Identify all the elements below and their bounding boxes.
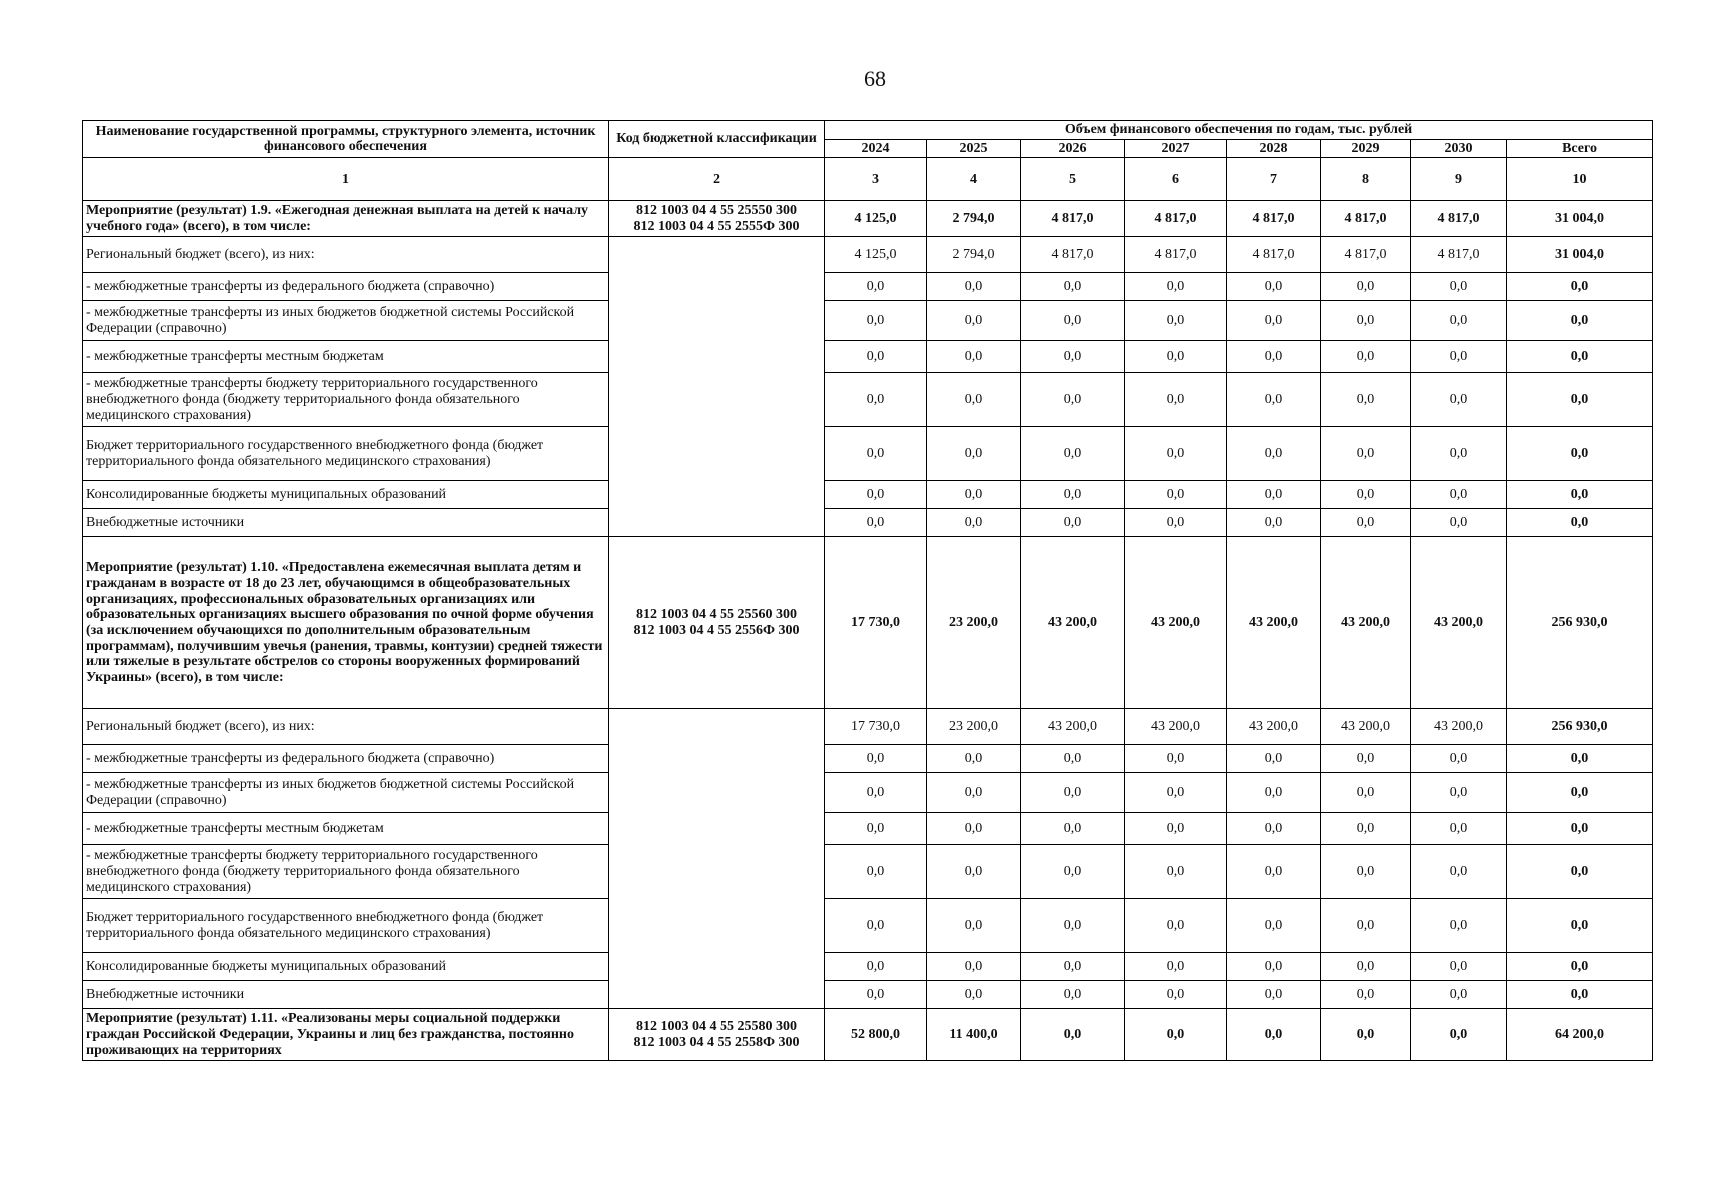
value-cell: 0,0 bbox=[825, 773, 927, 813]
value-cell: 4 125,0 bbox=[825, 201, 927, 237]
value-cell: 0,0 bbox=[927, 341, 1021, 373]
budget-code-line: 812 1003 04 4 55 25580 300 bbox=[636, 1019, 797, 1035]
total-cell: 256 930,0 bbox=[1507, 537, 1653, 709]
value-cell: 0,0 bbox=[1411, 813, 1507, 845]
budget-code bbox=[609, 1009, 825, 1061]
value-cell: 11 400,0 bbox=[927, 1009, 1021, 1061]
value-cell: 17 730,0 bbox=[825, 537, 927, 709]
value-cell: 0,0 bbox=[1021, 745, 1125, 773]
budget-code-line: 812 1003 04 4 55 2555Ф 300 bbox=[633, 218, 800, 234]
value-cell: 0,0 bbox=[927, 273, 1021, 301]
value-cell: 0,0 bbox=[1321, 953, 1411, 981]
value-cell: 0,0 bbox=[1227, 899, 1321, 953]
value-cell: 0,0 bbox=[825, 509, 927, 537]
table-row-source bbox=[83, 899, 1653, 953]
value-cell: 0,0 bbox=[1321, 1009, 1411, 1061]
value-cell: 0,0 bbox=[1411, 981, 1507, 1009]
value-cell: 0,0 bbox=[1321, 341, 1411, 373]
value-cell: 4 817,0 bbox=[1021, 237, 1125, 273]
value-cell: 43 200,0 bbox=[1227, 709, 1321, 745]
value-cell: 0,0 bbox=[1227, 341, 1321, 373]
value-cell: 0,0 bbox=[1411, 341, 1507, 373]
index-row bbox=[83, 158, 1653, 201]
value-cell: 0,0 bbox=[1125, 953, 1227, 981]
total-cell: 0,0 bbox=[1507, 481, 1653, 509]
measure-title: Мероприятие (результат) 1.9. «Ежегодная денежная выплата на детей к началу учебного года» (всего), в том числе: bbox=[83, 201, 609, 237]
value-cell: 4 817,0 bbox=[1321, 201, 1411, 237]
value-cell: 43 200,0 bbox=[1021, 709, 1125, 745]
value-cell: 0,0 bbox=[1227, 773, 1321, 813]
table-row-source bbox=[83, 773, 1653, 813]
total-cell: 0,0 bbox=[1507, 845, 1653, 899]
value-cell: 0,0 bbox=[1321, 981, 1411, 1009]
source-label: - межбюджетные трансферты местным бюджетам bbox=[83, 813, 609, 845]
value-cell: 0,0 bbox=[1227, 509, 1321, 537]
value-cell: 0,0 bbox=[1321, 273, 1411, 301]
value-cell: 0,0 bbox=[1411, 273, 1507, 301]
value-cell: 4 817,0 bbox=[1321, 237, 1411, 273]
total-cell: 0,0 bbox=[1507, 373, 1653, 427]
value-cell: 43 200,0 bbox=[1021, 537, 1125, 709]
value-cell: 0,0 bbox=[1411, 899, 1507, 953]
budget-code bbox=[609, 201, 825, 237]
source-label: Региональный бюджет (всего), из них: bbox=[83, 709, 609, 745]
index-cell: 7 bbox=[1227, 158, 1321, 201]
table-row-measure bbox=[83, 201, 1653, 237]
value-cell: 0,0 bbox=[825, 273, 927, 301]
total-cell: 0,0 bbox=[1507, 509, 1653, 537]
value-cell: 4 817,0 bbox=[1227, 201, 1321, 237]
source-label: Консолидированные бюджеты муниципальных образований bbox=[83, 481, 609, 509]
table-row-source bbox=[83, 237, 1653, 273]
source-label: Региональный бюджет (всего), из них: bbox=[83, 237, 609, 273]
value-cell: 0,0 bbox=[1227, 845, 1321, 899]
value-cell: 0,0 bbox=[825, 427, 927, 481]
total-cell: 64 200,0 bbox=[1507, 1009, 1653, 1061]
index-cell: 2 bbox=[609, 158, 825, 201]
table-row-source bbox=[83, 509, 1653, 537]
budget-code-line: 812 1003 04 4 55 25550 300 bbox=[636, 203, 797, 219]
budget-code-empty bbox=[609, 237, 825, 537]
value-cell: 0,0 bbox=[1411, 427, 1507, 481]
index-cell: 4 bbox=[927, 158, 1021, 201]
budget-code-line: 812 1003 04 4 55 2556Ф 300 bbox=[633, 622, 800, 638]
budget-code-line: 812 1003 04 4 55 2558Ф 300 bbox=[633, 1034, 800, 1050]
value-cell: 0,0 bbox=[1021, 481, 1125, 509]
index-cell: 8 bbox=[1321, 158, 1411, 201]
source-label: - межбюджетные трансферты из федерального бюджета (справочно) bbox=[83, 745, 609, 773]
value-cell: 0,0 bbox=[1021, 981, 1125, 1009]
value-cell: 43 200,0 bbox=[1321, 537, 1411, 709]
value-cell: 0,0 bbox=[1125, 341, 1227, 373]
value-cell: 0,0 bbox=[1411, 745, 1507, 773]
value-cell: 0,0 bbox=[927, 427, 1021, 481]
value-cell: 2 794,0 bbox=[927, 237, 1021, 273]
value-cell: 0,0 bbox=[825, 373, 927, 427]
source-label: Бюджет территориального государственного внебюджетного фонда (бюджет территориального фонда обязательного медицинского страхования) bbox=[83, 427, 609, 481]
value-cell: 43 200,0 bbox=[1411, 537, 1507, 709]
value-cell: 0,0 bbox=[1125, 481, 1227, 509]
page-number: 68 bbox=[864, 66, 886, 91]
value-cell: 0,0 bbox=[927, 773, 1021, 813]
value-cell: 0,0 bbox=[1125, 981, 1227, 1009]
value-cell: 0,0 bbox=[1411, 845, 1507, 899]
value-cell: 0,0 bbox=[1021, 373, 1125, 427]
value-cell: 0,0 bbox=[1321, 373, 1411, 427]
value-cell: 0,0 bbox=[1411, 773, 1507, 813]
value-cell: 0,0 bbox=[1021, 341, 1125, 373]
value-cell: 0,0 bbox=[927, 953, 1021, 981]
value-cell: 0,0 bbox=[1125, 813, 1227, 845]
value-cell: 0,0 bbox=[825, 341, 927, 373]
value-cell: 0,0 bbox=[1125, 273, 1227, 301]
value-cell: 0,0 bbox=[1411, 481, 1507, 509]
table-row-source bbox=[83, 745, 1653, 773]
total-cell: 0,0 bbox=[1507, 953, 1653, 981]
value-cell: 4 817,0 bbox=[1125, 201, 1227, 237]
source-label: Консолидированные бюджеты муниципальных образований bbox=[83, 953, 609, 981]
value-cell: 0,0 bbox=[1321, 745, 1411, 773]
value-cell: 0,0 bbox=[1411, 1009, 1507, 1061]
value-cell: 2 794,0 bbox=[927, 201, 1021, 237]
value-cell: 0,0 bbox=[1021, 273, 1125, 301]
value-cell: 43 200,0 bbox=[1125, 537, 1227, 709]
total-cell: 0,0 bbox=[1507, 899, 1653, 953]
total-cell: 0,0 bbox=[1507, 301, 1653, 341]
value-cell: 0,0 bbox=[825, 301, 927, 341]
value-cell: 0,0 bbox=[1021, 773, 1125, 813]
value-cell: 0,0 bbox=[1125, 899, 1227, 953]
table-row-source bbox=[83, 273, 1653, 301]
value-cell: 0,0 bbox=[927, 481, 1021, 509]
value-cell: 0,0 bbox=[1021, 1009, 1125, 1061]
value-cell: 0,0 bbox=[825, 481, 927, 509]
source-label: Внебюджетные источники bbox=[83, 981, 609, 1009]
header-code: Код бюджетной классификации bbox=[609, 121, 825, 158]
value-cell: 43 200,0 bbox=[1125, 709, 1227, 745]
value-cell: 0,0 bbox=[1125, 773, 1227, 813]
index-cell: 10 bbox=[1507, 158, 1653, 201]
value-cell: 0,0 bbox=[1125, 509, 1227, 537]
budget-code-line: 812 1003 04 4 55 25560 300 bbox=[636, 607, 797, 623]
header-name: Наименование государственной программы, структурного элемента, источник финансового обеспечения bbox=[83, 121, 609, 158]
value-cell: 0,0 bbox=[1227, 813, 1321, 845]
table-row-measure bbox=[83, 1009, 1653, 1061]
source-label: - межбюджетные трансферты из федерального бюджета (справочно) bbox=[83, 273, 609, 301]
header-year: 2030 bbox=[1411, 139, 1507, 158]
total-cell: 31 004,0 bbox=[1507, 201, 1653, 237]
value-cell: 0,0 bbox=[1125, 745, 1227, 773]
table-row-source bbox=[83, 981, 1653, 1009]
value-cell: 0,0 bbox=[1021, 427, 1125, 481]
value-cell: 0,0 bbox=[1021, 509, 1125, 537]
value-cell: 0,0 bbox=[825, 953, 927, 981]
value-cell: 0,0 bbox=[825, 899, 927, 953]
value-cell: 4 817,0 bbox=[1411, 237, 1507, 273]
value-cell: 4 817,0 bbox=[1125, 237, 1227, 273]
source-label: Внебюджетные источники bbox=[83, 509, 609, 537]
value-cell: 0,0 bbox=[1321, 427, 1411, 481]
value-cell: 43 200,0 bbox=[1227, 537, 1321, 709]
value-cell: 0,0 bbox=[1021, 813, 1125, 845]
total-cell: 0,0 bbox=[1507, 427, 1653, 481]
value-cell: 0,0 bbox=[1227, 981, 1321, 1009]
header-year: 2029 bbox=[1321, 139, 1411, 158]
header-year: 2024 bbox=[825, 139, 927, 158]
header-year: 2026 bbox=[1021, 139, 1125, 158]
index-cell: 5 bbox=[1021, 158, 1125, 201]
value-cell: 4 817,0 bbox=[1227, 237, 1321, 273]
value-cell: 0,0 bbox=[927, 301, 1021, 341]
value-cell: 0,0 bbox=[825, 845, 927, 899]
measure-title: Мероприятие (результат) 1.10. «Предоставлена ежемесячная выплата детям и гражданам в возрасте от 18 до 23 лет, обучающимся в общеобразовательных организациях, профессиональных образовательных организациях или образовательных организациях высшего образования по очной форме обучения (за исключением обучающихся по дополнительным образовательным программам), получившим увечья (ранения, травмы, контузии) средней тяжести или тяжелые в результате обстрелов со стороны вооруженных формирований Украины» (всего), в том числе: bbox=[83, 537, 609, 709]
value-cell: 0,0 bbox=[825, 813, 927, 845]
value-cell: 0,0 bbox=[1321, 899, 1411, 953]
table-row-source bbox=[83, 481, 1653, 509]
total-cell: 0,0 bbox=[1507, 981, 1653, 1009]
value-cell: 0,0 bbox=[1321, 481, 1411, 509]
budget-code-empty bbox=[609, 709, 825, 1009]
source-label: - межбюджетные трансферты бюджету территориального государственного внебюджетного фонда (бюджету территориального фонда обязательного медицинского страхования) bbox=[83, 845, 609, 899]
index-cell: 9 bbox=[1411, 158, 1507, 201]
header-volume: Объем финансового обеспечения по годам, тыс. рублей bbox=[825, 121, 1653, 140]
index-cell: 6 bbox=[1125, 158, 1227, 201]
value-cell: 43 200,0 bbox=[1321, 709, 1411, 745]
header-year: 2027 bbox=[1125, 139, 1227, 158]
table-row-source bbox=[83, 373, 1653, 427]
table-row-source bbox=[83, 301, 1653, 341]
value-cell: 43 200,0 bbox=[1411, 709, 1507, 745]
table-row-measure bbox=[83, 537, 1653, 709]
value-cell: 0,0 bbox=[927, 509, 1021, 537]
index-cell: 1 bbox=[83, 158, 609, 201]
total-cell: 0,0 bbox=[1507, 273, 1653, 301]
measure-title: Мероприятие (результат) 1.11. «Реализованы меры социальной поддержки граждан Российской Федерации, Украины и лиц без гражданства, постоянно проживающих на территориях bbox=[83, 1009, 609, 1061]
value-cell: 23 200,0 bbox=[927, 537, 1021, 709]
value-cell: 0,0 bbox=[1411, 953, 1507, 981]
value-cell: 0,0 bbox=[1021, 899, 1125, 953]
table-row-source bbox=[83, 427, 1653, 481]
total-cell: 0,0 bbox=[1507, 341, 1653, 373]
source-label: - межбюджетные трансферты из иных бюджетов бюджетной системы Российской Федерации (справочно) bbox=[83, 301, 609, 341]
value-cell: 17 730,0 bbox=[825, 709, 927, 745]
value-cell: 0,0 bbox=[1125, 427, 1227, 481]
value-cell: 0,0 bbox=[1411, 301, 1507, 341]
budget-code bbox=[609, 537, 825, 709]
value-cell: 23 200,0 bbox=[927, 709, 1021, 745]
header-total: Всего bbox=[1507, 139, 1653, 158]
table-row-source bbox=[83, 341, 1653, 373]
budget-table bbox=[82, 120, 1653, 1061]
total-cell: 0,0 bbox=[1507, 773, 1653, 813]
value-cell: 0,0 bbox=[927, 813, 1021, 845]
header-year: 2028 bbox=[1227, 139, 1321, 158]
value-cell: 0,0 bbox=[1227, 373, 1321, 427]
table-row-source bbox=[83, 813, 1653, 845]
value-cell: 0,0 bbox=[825, 745, 927, 773]
source-label: - межбюджетные трансферты из иных бюджетов бюджетной системы Российской Федерации (справочно) bbox=[83, 773, 609, 813]
value-cell: 0,0 bbox=[1321, 773, 1411, 813]
table-body bbox=[83, 158, 1653, 1061]
value-cell: 0,0 bbox=[825, 981, 927, 1009]
source-label: Бюджет территориального государственного внебюджетного фонда (бюджет территориального фонда обязательного медицинского страхования) bbox=[83, 899, 609, 953]
table-row-source bbox=[83, 709, 1653, 745]
value-cell: 4 125,0 bbox=[825, 237, 927, 273]
value-cell: 0,0 bbox=[1021, 953, 1125, 981]
value-cell: 52 800,0 bbox=[825, 1009, 927, 1061]
value-cell: 0,0 bbox=[927, 981, 1021, 1009]
header-year: 2025 bbox=[927, 139, 1021, 158]
total-cell: 0,0 bbox=[1507, 813, 1653, 845]
total-cell: 31 004,0 bbox=[1507, 237, 1653, 273]
value-cell: 0,0 bbox=[1321, 813, 1411, 845]
value-cell: 0,0 bbox=[1227, 427, 1321, 481]
value-cell: 0,0 bbox=[1227, 953, 1321, 981]
source-label: - межбюджетные трансферты местным бюджетам bbox=[83, 341, 609, 373]
value-cell: 4 817,0 bbox=[1021, 201, 1125, 237]
value-cell: 0,0 bbox=[1227, 481, 1321, 509]
value-cell: 0,0 bbox=[1321, 301, 1411, 341]
value-cell: 0,0 bbox=[1125, 301, 1227, 341]
value-cell: 0,0 bbox=[1411, 509, 1507, 537]
value-cell: 0,0 bbox=[1125, 373, 1227, 427]
value-cell: 4 817,0 bbox=[1411, 201, 1507, 237]
index-cell: 3 bbox=[825, 158, 927, 201]
value-cell: 0,0 bbox=[1021, 301, 1125, 341]
value-cell: 0,0 bbox=[1021, 845, 1125, 899]
value-cell: 0,0 bbox=[1227, 745, 1321, 773]
value-cell: 0,0 bbox=[1125, 1009, 1227, 1061]
value-cell: 0,0 bbox=[1321, 845, 1411, 899]
value-cell: 0,0 bbox=[1227, 1009, 1321, 1061]
value-cell: 0,0 bbox=[1227, 301, 1321, 341]
value-cell: 0,0 bbox=[1227, 273, 1321, 301]
value-cell: 0,0 bbox=[1321, 509, 1411, 537]
value-cell: 0,0 bbox=[927, 745, 1021, 773]
total-cell: 256 930,0 bbox=[1507, 709, 1653, 745]
table-row-source bbox=[83, 953, 1653, 981]
value-cell: 0,0 bbox=[1125, 845, 1227, 899]
value-cell: 0,0 bbox=[927, 899, 1021, 953]
total-cell: 0,0 bbox=[1507, 745, 1653, 773]
value-cell: 0,0 bbox=[927, 845, 1021, 899]
value-cell: 0,0 bbox=[1411, 373, 1507, 427]
value-cell: 0,0 bbox=[927, 373, 1021, 427]
source-label: - межбюджетные трансферты бюджету территориального государственного внебюджетного фонда (бюджету территориального фонда обязательного медицинского страхования) bbox=[83, 373, 609, 427]
table-row-source bbox=[83, 845, 1653, 899]
